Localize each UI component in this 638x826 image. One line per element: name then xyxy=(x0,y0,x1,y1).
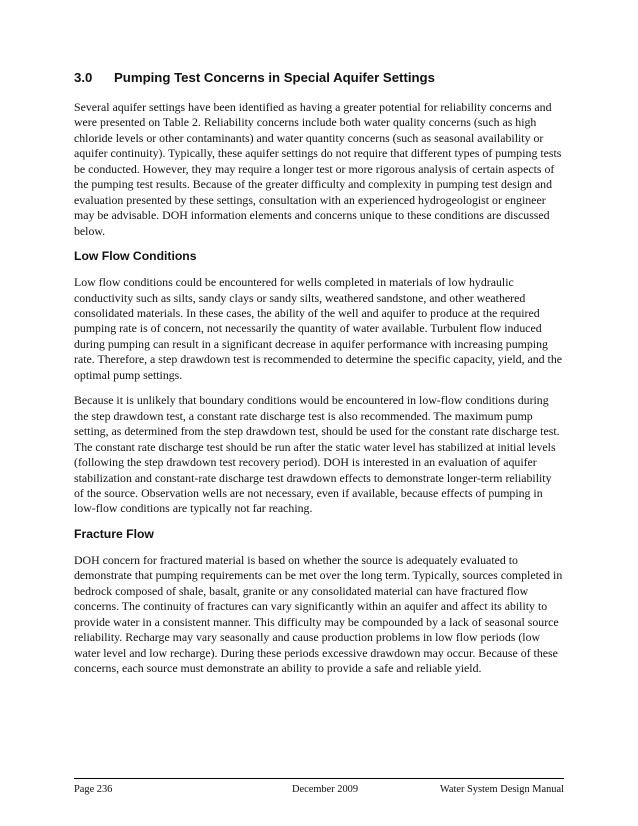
section-intro-paragraph: Several aquifer settings have been identified as having a greater potential for reliability concerns and were presented on Table 2. Reliability concerns include both water quality concerns (such as high chloride levels or other contaminants) and water quantity concerns (such as seasonal availability or aquifer continuity). Typically, these aquifer settings do not require that different types of pumping tests be conducted. However, they may require a longer test or more rigorous analysis of certain aspects of the pumping test results. Because of the greater difficulty and complexity in pumping test design and evaluation presented by these settings, consultation with an experienced hydrogeologist or engineer may be advisable. DOH information elements and concerns unique to these conditions are discussed below. xyxy=(74,100,562,238)
fracture-flow-heading: Fracture Flow xyxy=(74,526,154,541)
low-flow-paragraph-2: Because it is unlikely that boundary conditions would be encountered in low-flow conditions during the step drawdown test, a constant rate discharge test is also recommended. The maximum pump setting, as determined from the step drawdown test, should be used for the constant rate discharge test. The constant rate discharge test should be run after the static water level has stabilized at initial levels (following the step drawdown test recovery period). DOH is interested in an evaluation of aquifer stabilization and constant-rate discharge test drawdown effects to demonstrate longer-term reliability of the source. Observation wells are not necessary, even if available, because effects of pumping in low-flow conditions are typically not far reaching. xyxy=(74,393,560,516)
section-number: 3.0 xyxy=(74,70,93,85)
footer-page-number: Page 236 xyxy=(74,784,113,795)
low-flow-heading: Low Flow Conditions xyxy=(74,249,197,264)
section-heading xyxy=(74,70,564,86)
page-footer xyxy=(74,778,564,795)
section-title: Pumping Test Concerns in Special Aquifer Settings xyxy=(114,70,435,85)
footer-manual-title: Water System Design Manual xyxy=(439,784,564,795)
document-page xyxy=(74,70,564,687)
footer-date: December 2009 xyxy=(292,784,359,795)
fracture-flow-paragraph-1: DOH concern for fractured material is based on whether the source is adequately evaluated to demonstrate that pumping requirements can be met over the long term. Typically, sources completed in bedrock composed of shale, basalt, granite or any consolidated material can have fractured flow concerns. The continuity of fractures can vary significantly within an aquifer and affect its ability to provide water in a consistent manner. This difficulty may be compounded by a lack of seasonal source reliability. Recharge may vary seasonally and cause production problems in low flow periods (low water level and low recharge). During these periods excessive drawdown may occur. Because of these concerns, each source must demonstrate an ability to provide a safe and reliable yield. xyxy=(74,552,563,676)
low-flow-paragraph-1: Low flow conditions could be encountered for wells completed in materials of low hydraulic conductivity such as silts, sandy clays or sandy silts, weathered sandstone, and other weathered consolidated materials. In these cases, the ability of the well and aquifer to produce at the required pumping rate is of concern, not necessarily the quantity of water available. Turbulent flow induced during pumping can result in a significant decrease in aquifer performance with increasing pumping rate. Therefore, a step drawdown test is recommended to determine the specific capacity, yield, and the optimal pump settings. xyxy=(74,275,563,382)
